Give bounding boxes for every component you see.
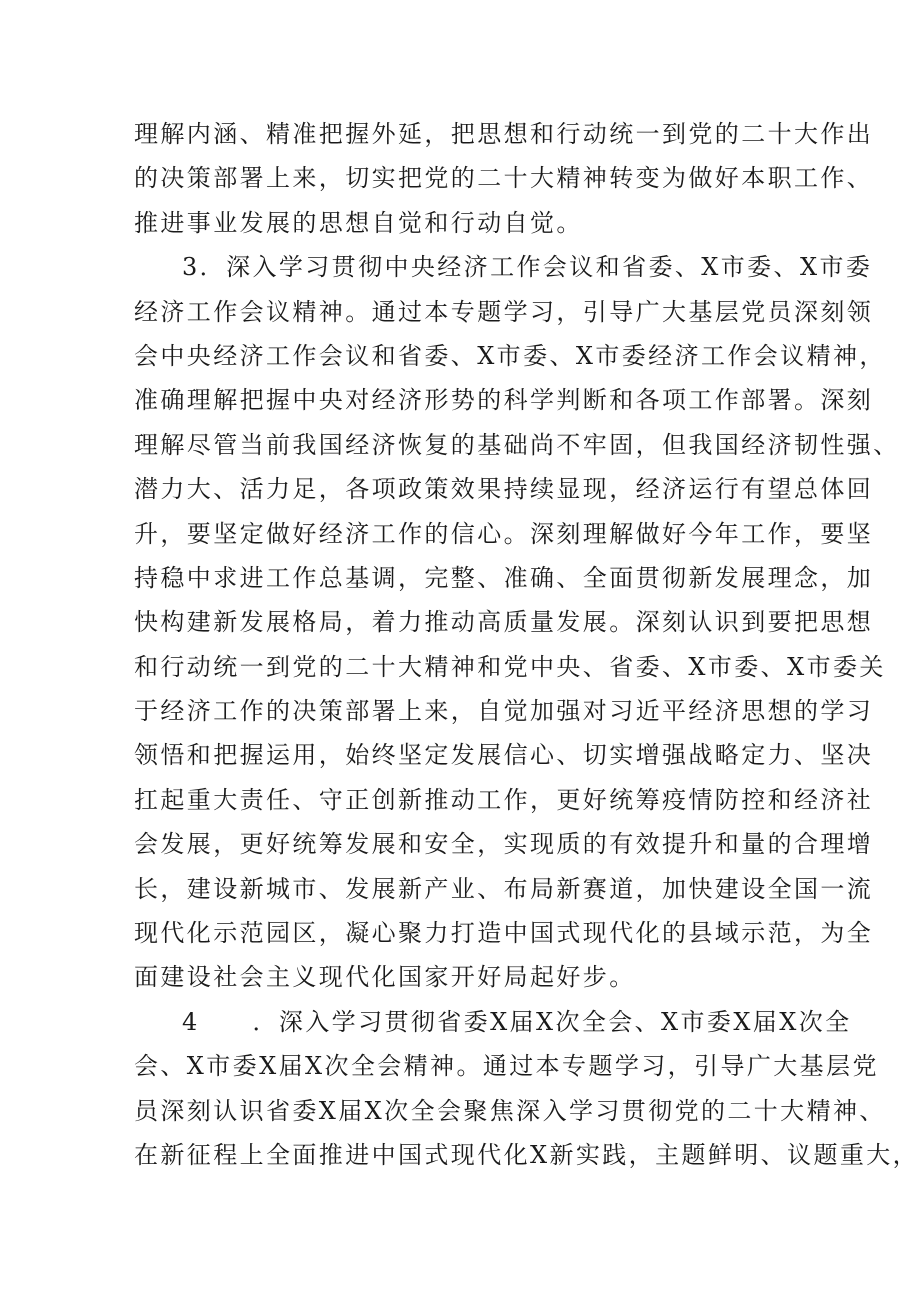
text-line: 会、X市委X届X次全会精神。通过本专题学习，引导广大基层党 <box>134 1052 879 1081</box>
text-line: 理解尽管当前我国经济恢复的基础尚不牢固，但我国经济韧性强、 <box>134 430 900 459</box>
text-line: 快构建新发展格局，着力推动高质量发展。深刻认识到要把思想 <box>134 608 874 637</box>
text-line: 长，建设新城市、发展新产业、布局新赛道，加快建设全国一流 <box>134 874 874 903</box>
text-line: 的决策部署上来，切实把党的二十大精神转变为做好本职工作、 <box>134 164 874 193</box>
paragraph-3 <box>134 1000 920 1178</box>
text-line: 员深刻认识省委X届X次全会聚焦深入学习贯彻党的二十大精神、 <box>134 1096 886 1125</box>
text-line: 面建设社会主义现代化国家开好局起好步。 <box>134 963 636 992</box>
text-line: 准确理解把握中央对经济形势的科学判断和各项工作部署。深刻 <box>134 386 874 415</box>
text-line-first: 4 ．深入学习贯彻省委X届X次全会、X市委X届X次全 <box>182 1007 852 1036</box>
text-line: 会中央经济工作会议和省委、X市委、X市委经济工作会议精神， <box>134 341 886 370</box>
text-line: 扛起重大责任、守正创新推动工作，更好统筹疫情防控和经济社 <box>134 785 874 814</box>
text-line: 持稳中求进工作总基调，完整、准确、全面贯彻新发展理念，加 <box>134 563 874 592</box>
text-line: 在新征程上全面推进中国式现代化X新实践，主题鲜明、议题重大， <box>134 1140 920 1169</box>
text-line: 会发展，更好统筹发展和安全，实现质的有效提升和量的合理增 <box>134 830 874 859</box>
text-line: 理解内涵、精准把握外延，把思想和行动统一到党的二十大作出 <box>134 120 874 148</box>
text-line: 和行动统一到党的二十大精神和党中央、省委、X市委、X市委关 <box>134 652 886 681</box>
text-line: 升，要坚定做好经济工作的信心。深刻理解做好今年工作，要坚 <box>134 519 874 548</box>
text-line: 于经济工作的决策部署上来，自觉加强对习近平经济思想的学习 <box>134 697 874 726</box>
text-line: 推进事业发展的思想自觉和行动自觉。 <box>134 208 583 237</box>
text-line: 现代化示范园区，凝心聚力打造中国式现代化的县域示范，为全 <box>134 919 874 948</box>
document-body <box>134 112 920 1177</box>
text-line: 领悟和把握运用，始终坚定发展信心、切实增强战略定力、坚决 <box>134 741 874 770</box>
paragraph-1 <box>134 112 874 245</box>
text-line: 潜力大、活力足，各项政策效果持续显现，经济运行有望总体回 <box>134 475 874 504</box>
text-line: 经济工作会议精神。通过本专题学习，引导广大基层党员深刻领 <box>134 297 874 326</box>
text-line-first: 3．深入学习贯彻中央经济工作会议和省委、X市委、X市委 <box>182 253 873 282</box>
paragraph-2 <box>134 245 900 1000</box>
